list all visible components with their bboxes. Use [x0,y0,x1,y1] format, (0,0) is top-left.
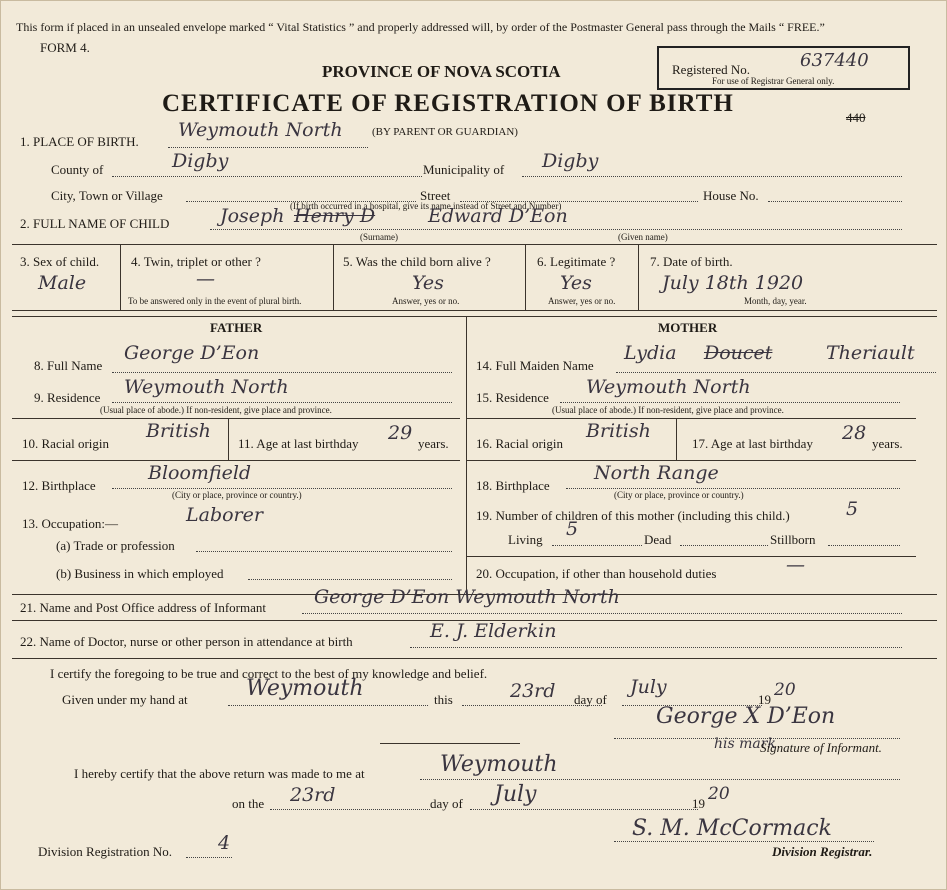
dob-value: July 18th 1920 [662,272,804,294]
mother-racial-value: British [586,420,651,442]
father-racial-value: British [146,420,211,442]
mother-name-label: 14. Full Maiden Name [476,358,594,373]
given-caption: (Given name) [618,232,668,242]
row3-divider-3 [525,244,526,310]
informant-label: 21. Name and Post Office address of Informant [20,600,266,615]
mother-stillborn-line [828,545,900,546]
father-residence-note: (Usual place of abode.) If non-resident, give place and province. [100,405,332,415]
registered-label: Registered No. [672,62,750,77]
place-label: 1. PLACE OF BIRTH. [20,134,139,149]
informant-line [302,613,902,614]
father-heading: FATHER [210,320,263,335]
sex-value: Male [38,272,87,294]
father-years-label: years. [418,436,449,451]
mail-notice: This form if placed in an unsealed envelope marked “ Vital Statistics ” and properly addressed will, by order of the Postmaster General pass through the Mails “ FREE.” [16,20,825,34]
registrar-caption: Division Registrar. [772,844,873,859]
county-label: County of [51,162,104,177]
registrar-signature: S. M. McCormack [632,816,832,841]
father-residence-label: 9. Residence [34,390,101,405]
parents-divider [466,316,467,594]
father-birthplace-label: 12. Birthplace [22,478,96,493]
mother-dead-label: Dead [644,532,672,547]
month-value: July [630,676,667,698]
given-place-value: Weymouth [246,676,364,701]
certificate-title: CERTIFICATE OF REGISTRATION OF BIRTH [162,90,734,117]
child-name-line [210,229,902,230]
mother-birthplace-line [566,488,900,489]
municipality-line [522,176,902,177]
mother-children-label: 19. Number of children of this mother (including this child.) [476,508,790,523]
mother-residence-value: Weymouth North [586,376,751,398]
signature-caption: Signature of Informant. [760,740,882,755]
registrar-place-value: Weymouth [440,752,558,777]
house-label: House No. [703,188,759,203]
surname-caption: (Surname) [360,232,398,242]
street-label: Street [420,188,451,203]
informant-value: George D’Eon Weymouth North [314,586,620,608]
father-occupation-label: 13. Occupation:— [22,516,119,531]
mother-stillborn-label: Stillborn [770,532,816,547]
alive-label: 5. Was the child born alive ? [343,254,491,269]
child-name-label: 2. FULL NAME OF CHILD [20,216,170,231]
city-label: City, Town or Village [51,188,163,203]
mother-residence-label: 15. Residence [476,390,549,405]
child-given-name: Joseph [220,205,285,227]
doctor-value: E. J. Elderkin [430,620,557,642]
father-name-line [112,372,452,373]
informant-signature: George X D’Eon [656,704,836,729]
father-trade-line [196,551,452,552]
certify-statement: I certify the foregoing to be true and correct to the best of my knowledge and belief. [50,666,488,681]
parents-top-rule [12,316,937,317]
mother-living-label: Living [508,532,543,547]
dob-label: 7. Date of birth. [650,254,733,269]
father-birthplace-value: Bloomfield [148,462,252,484]
row3-divider-2 [333,244,334,310]
father-name-value: George D’Eon [124,342,260,364]
alive-note: Answer, yes or no. [392,296,460,306]
mother-age-label: 17. Age at last birthday [692,436,813,451]
father-business-label: (b) Business in which employed [56,566,224,581]
father-age-label: 11. Age at last birthday [238,436,359,451]
father-residence-line [112,402,452,403]
mother-name-struck: Doucet [704,342,773,364]
row3-top-rule [12,244,937,245]
father-birthplace-line [112,488,452,489]
legit-note: Answer, yes or no. [548,296,616,306]
mother-occupation-label: 20. Occupation, if other than household duties [476,566,717,581]
alive-value: Yes [412,272,444,294]
by-parent-note: (BY PARENT OR GUARDIAN) [372,126,518,138]
registrar-use-note: For use of Registrar General only. [712,76,835,86]
registrar-year-value: 20 [708,784,730,804]
legit-value: Yes [560,272,592,294]
house-line [768,201,902,202]
twin-note: To be answered only in the event of plural birth. [128,296,302,306]
county-line [112,176,422,177]
division-line [186,857,232,858]
division-label: Division Registration No. [38,844,172,859]
mother-living-value: 5 [566,518,579,540]
municipality-value: Digby [542,150,599,172]
father-racial-divider [228,418,229,460]
row3-divider-1 [120,244,121,310]
registrar-signature-line [614,841,874,842]
registrar-day-value: 23rd [290,784,336,806]
year-prefix: 19 [758,692,771,707]
registrar-month-line [470,809,698,810]
mother-residence-note: (Usual place of abode.) If non-resident, give place and province. [552,405,784,415]
father-age-value: 29 [388,422,413,444]
form-number: FORM 4. [40,40,90,55]
registered-value: 637440 [800,50,869,71]
registrar-day-line [270,809,430,810]
child-name-rest: Edward D’Eon [428,205,568,227]
mother-occupation-dash: — [786,554,805,576]
mother-racial-top-rule [466,418,916,419]
sex-label: 3. Sex of child. [20,254,100,269]
twin-dash: — [196,268,215,290]
mother-living-line [552,545,642,546]
mother-racial-divider [676,418,677,460]
section-divider-rule [380,743,520,744]
municipality-label: Municipality of [423,162,505,177]
province-heading: PROVINCE OF NOVA SCOTIA [322,62,561,81]
registrar-on-the: on the [232,796,265,811]
registrar-place-line [420,779,900,780]
his-mark: his mark [714,736,776,752]
father-trade-label: (a) Trade or profession [56,538,175,553]
county-value: Digby [172,150,229,172]
father-occupation-value: Laborer [186,504,263,526]
day-of-label: day of [574,692,607,707]
father-racial-bottom-rule [12,460,460,461]
row3-divider-4 [638,244,639,310]
place-line [168,147,368,148]
row3-bottom-rule [12,310,937,311]
doctor-line [410,647,902,648]
mother-name-last: Theriault [826,342,915,364]
mother-birthplace-value: North Range [594,462,719,484]
mother-children-bottom-rule [466,556,916,557]
year-value: 20 [774,680,796,700]
this-day-value: 23rd [510,680,556,702]
mother-birthplace-label: 18. Birthplace [476,478,550,493]
father-racial-label: 10. Racial origin [22,436,110,451]
twin-label: 4. Twin, triplet or other ? [131,254,261,269]
mother-birthplace-note: (City or place, province or country.) [614,490,744,500]
registrar-month-value: July [494,782,537,807]
father-racial-top-rule [12,418,460,419]
signature-line [614,738,900,739]
mother-age-value: 28 [842,422,867,444]
registrar-year-prefix: 19 [692,796,705,811]
father-name-label: 8. Full Name [34,358,103,373]
registrar-day-of: day of [430,796,463,811]
father-birthplace-note: (City or place, province or country.) [172,490,302,500]
given-under-label: Given under my hand at [62,692,188,707]
doctor-label: 22. Name of Doctor, nurse or other person in attendance at birth [20,634,353,649]
dob-note: Month, day, year. [744,296,807,306]
registrar-statement: I hereby certify that the above return was made to me at [74,766,365,781]
mother-years-label: years. [872,436,903,451]
mother-name-line [616,372,936,373]
child-struck-name: Henry D [294,205,376,227]
father-business-line [248,579,452,580]
division-value: 4 [218,832,231,854]
mother-residence-line [560,402,900,403]
doctor-bottom-rule [12,658,937,659]
corner-number: 440 [846,110,866,125]
legit-label: 6. Legitimate ? [537,254,616,269]
this-label: this [434,692,453,707]
mother-heading: MOTHER [658,320,718,335]
hospital-note: (If birth occurred in a hospital, give its name instead of Street and Number) [290,201,562,211]
mother-children-value: 5 [846,498,859,520]
place-value: Weymouth North [178,119,343,141]
mother-dead-line [680,545,768,546]
given-place-line [228,705,428,706]
father-residence-value: Weymouth North [124,376,289,398]
mother-name-first: Lydia [624,342,677,364]
mother-racial-bottom-rule [466,460,916,461]
mother-racial-label: 16. Racial origin [476,436,564,451]
